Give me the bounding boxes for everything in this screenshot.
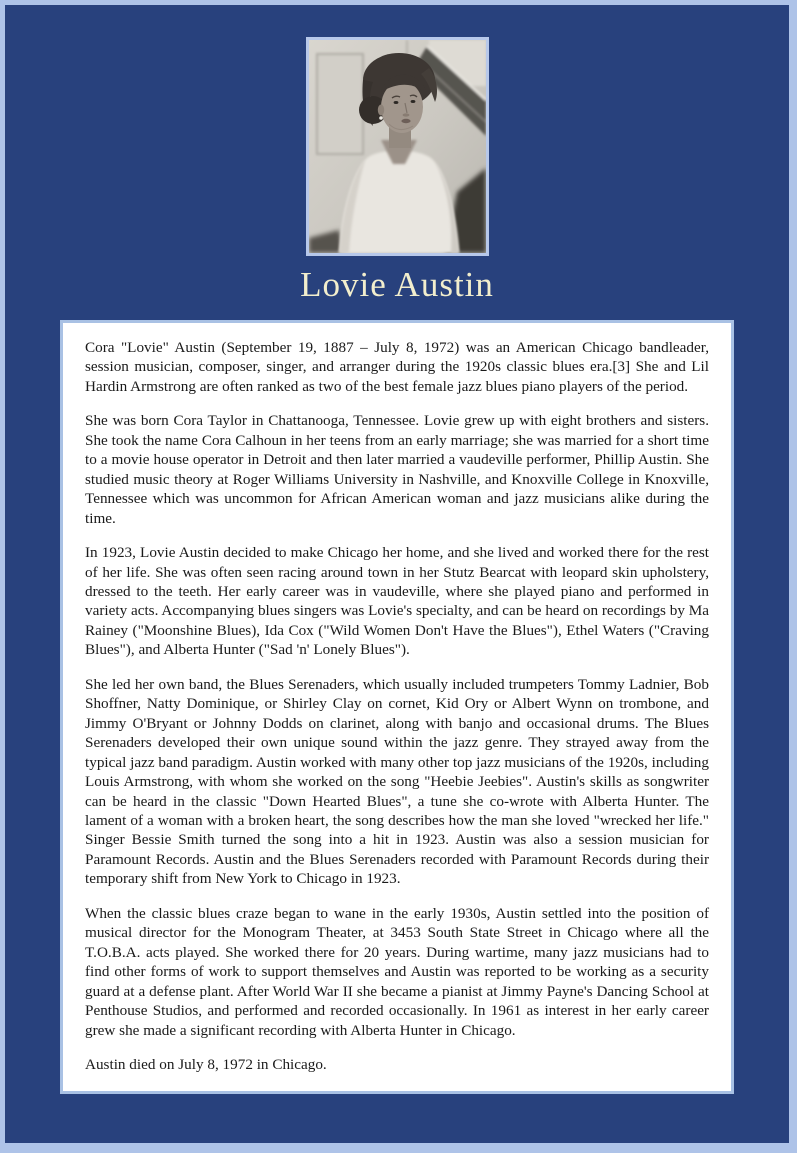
paragraph: Cora "Lovie" Austin (September 19, 1887 – July 8, 1972) was an American Chicago bandleader, session musician, composer, singer, and arranger during the 1920s classic blues era.[3] She and Lil Hardin Armstrong are often ranked as two of the best female jazz blues piano players of the period. — [85, 339, 709, 395]
biography-box — [60, 320, 734, 1094]
biography-text — [85, 338, 709, 1074]
paragraph: Austin died on July 8, 1972 in Chicago. — [85, 1055, 327, 1073]
page-title: Lovie Austin — [300, 265, 494, 304]
portrait-illustration — [309, 40, 486, 253]
paragraph: When the classic blues craze began to wane in the early 1930s, Austin settled into the position of musical director for the Monogram Theater, at 3453 South State Street in Chicago where all the T.O.B.A. acts played. She worked there for 20 years. During wartime, many jazz musicians had to find other forms of work to support themselves and Austin was reported to be working as a security guard at a defense plant. After World War II she became a pianist at Jimmy Payne's Dancing School at Penthouse Studios, and performed and recorded occasionally. In 1961 as interest in her early career grew she made a significant recording with Alberta Hunter in Chicago. — [85, 904, 709, 1039]
paragraph: In 1923, Lovie Austin decided to make Chicago her home, and she lived and worked there for the rest of her life. She was often seen racing around town in her Stutz Bearcat with leopard skin upholstery, dressed to the teeth. Her early career was in vaudeville, where she played piano and performed in variety acts. Accompanying blues singers was Lovie's specialty, and can be heard on recordings by Ma Rainey ("Moonshine Blues), Ida Cox ("Wild Women Don't Have the Blues"), Ethel Waters ("Craving Blues"), and Alberta Hunter ("Sad 'n' Lonely Blues"). — [85, 544, 709, 659]
portrait-photo — [306, 37, 489, 256]
paragraph: She led her own band, the Blues Serenaders, which usually included trumpeters Tommy Ladnier, Bob Shoffner, Natty Dominique, or Shirley Clay on cornet, Kid Ory or Albert Wynn on trombone, and Jimmy O'Bryant or Johnny Dodds on clarinet, along with banjo and occasional drums. The Blues Serenaders developed their own unique sound within the jazz genre. They strayed away from the typical jazz band paradigm. Austin worked with many other top jazz musicians of the 1920s, including Louis Armstrong, with whom she worked on the song "Heebie Jeebies". Austin's skills as songwriter can be heard in the classic "Down Hearted Blues", a tune she co-wrote with Alberta Hunter. The lament of a woman with a broken heart, the song describes how the man she loved "wrecked her life." Singer Bessie Smith turned the song into a hit in 1923. Austin was also a session musician for Paramount Records. Austin and the Blues Serenaders recorded with Paramount Records during their temporary shift from New York to Chicago in 1923. — [85, 675, 709, 888]
paragraph: She was born Cora Taylor in Chattanooga, Tennessee. Lovie grew up with eight brothers and sisters. She took the name Cora Calhoun in her teens from an early marriage; she was married for a short time to a movie house operator in Detroit and then later married a vaudeville performer, Phillip Austin. She studied music theory at Roger Williams University in Nashville, and Knoxville College in Knoxville, Tennessee which was uncommon for African American woman and jazz musicians alike during the time. — [85, 412, 709, 527]
